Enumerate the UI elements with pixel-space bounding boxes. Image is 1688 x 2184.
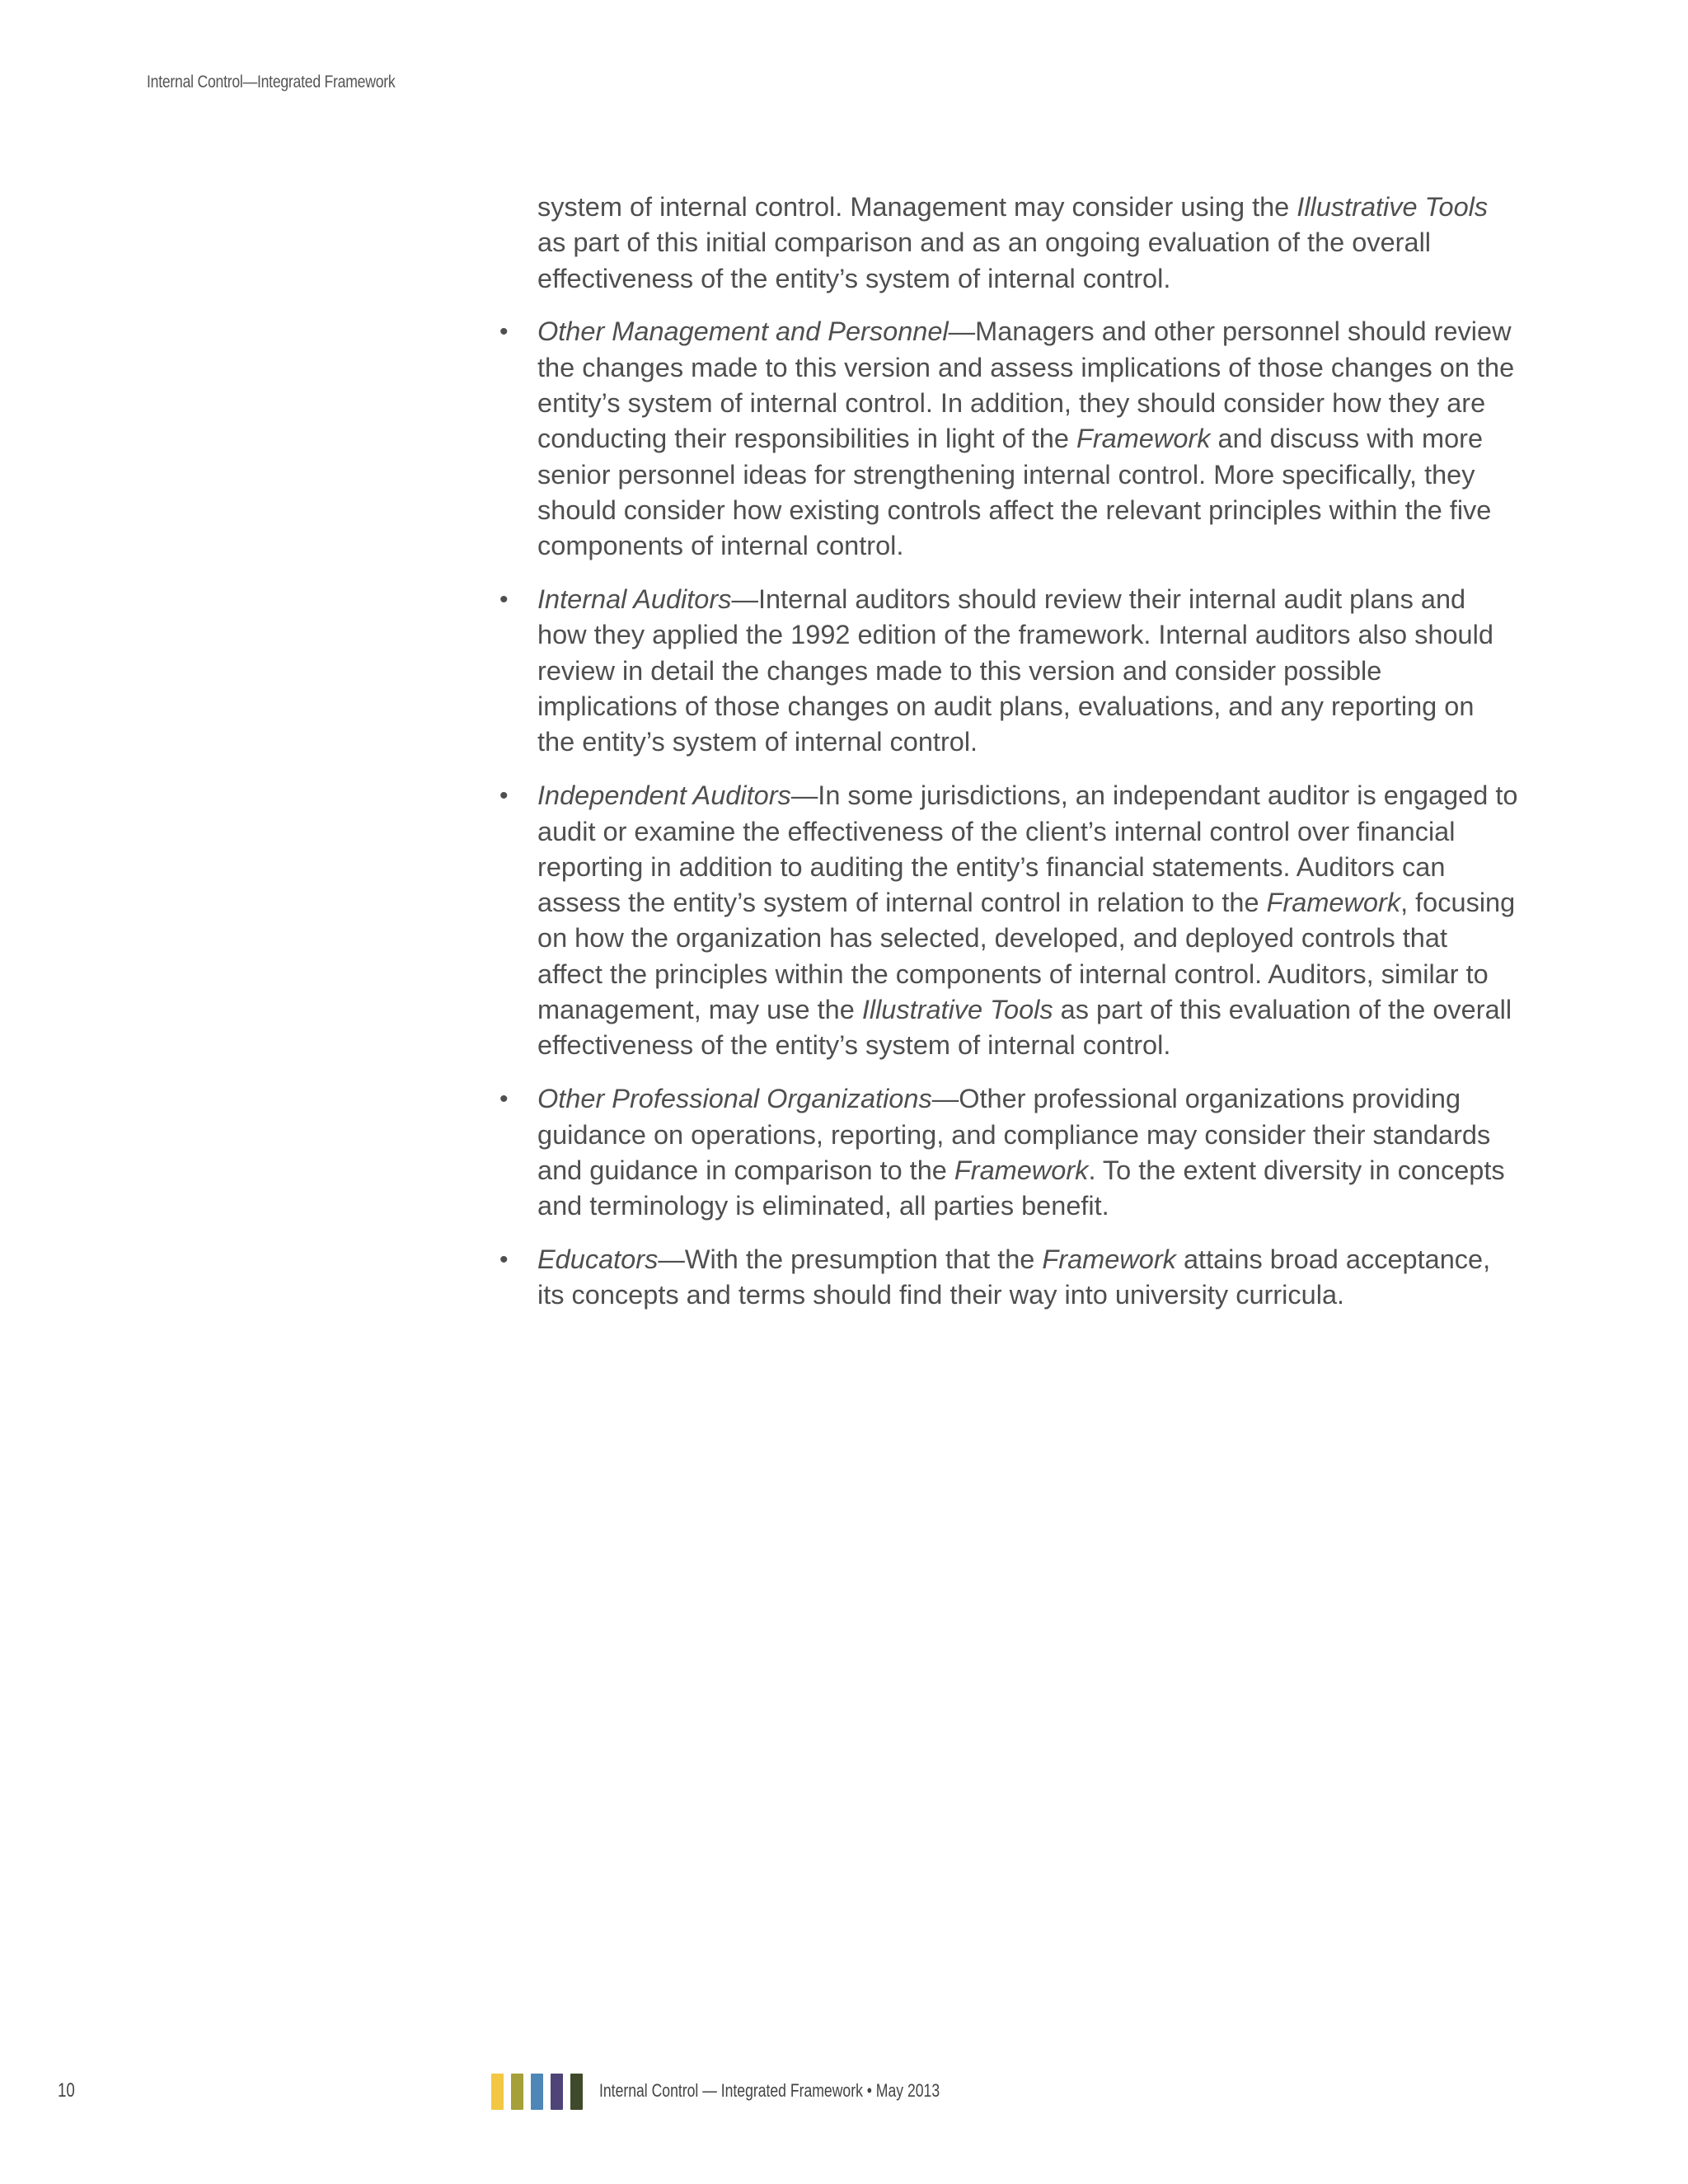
- bullet-term: Independent Auditors: [537, 780, 791, 811]
- color-bar-dark-green: [570, 2074, 583, 2110]
- color-bar-blue: [531, 2074, 543, 2110]
- bullet-item-other-management: • Other Management and Personnel—Managers and other personnel should review the changes made to this version and assess implications of those changes on the entity’s system of internal control. In addition, they should consider how they are conducting their responsibilities in light of the Framework and discuss with more senior personnel ideas for strengthening internal control. More specifically, they should consider how existing controls affect the relevant principles within the five components of internal control.: [537, 314, 1518, 564]
- bullet-term: Other Professional Organizations: [537, 1084, 932, 1114]
- bullet-icon: •: [499, 1085, 509, 1113]
- bullet-icon: •: [499, 586, 509, 614]
- bullet-item-internal-auditors: • Internal Auditors—Internal auditors should review their internal audit plans and how they applied the 1992 edition of the framework. Internal auditors also should review in detail the changes made to this version and consider possible implications of those changes on audit plans, evaluations, and any reporting on the entity’s system of internal control.: [537, 582, 1518, 760]
- color-bar-yellow: [491, 2074, 504, 2110]
- bullet-icon: •: [499, 318, 509, 346]
- bullet-term: Other Management and Personnel: [537, 316, 949, 347]
- running-header: Internal Control—Integrated Framework: [147, 73, 396, 91]
- continuation-paragraph: system of internal control. Management may consider using the Illustrative Tools as part of this initial comparison and as an ongoing evaluation of the overall effectiveness of the entity’s system of internal control.: [537, 192, 1489, 293]
- page-number: 10: [58, 2079, 75, 2102]
- bullet-term: Internal Auditors: [537, 584, 732, 615]
- bullet-term: Educators: [537, 1244, 659, 1274]
- color-bar-purple: [551, 2074, 563, 2110]
- bullet-item-educators: • Educators—With the presumption that the Framework attains broad acceptance, its concepts and terms should find their way into university curricula.: [537, 1242, 1518, 1314]
- bullet-item-other-professional-organizations: • Other Professional Organizations—Other professional organizations providing guidance on operations, reporting, and compliance may consider their standards and guidance in comparison to the Framework. To the extent diversity in concepts and terminology is eliminated, all parties benefit.: [537, 1081, 1518, 1224]
- bullet-icon: •: [499, 1245, 509, 1273]
- footer-text: Internal Control — Integrated Framework • May 2013: [599, 2080, 940, 2101]
- body-text: [499, 190, 1518, 1314]
- bullet-icon: •: [499, 782, 509, 810]
- color-bar-olive: [511, 2074, 523, 2110]
- bullet-item-independent-auditors: • Independent Auditors—In some jurisdictions, an independant auditor is engaged to audit or examine the effectiveness of the client’s internal control over financial reporting in addition to auditing the entity’s financial statements. Auditors can assess the entity’s system of internal control in relation to the Framework, focusing on how the organization has selected, developed, and deployed controls that affect the principles within the components of internal control. Auditors, similar to management, may use the Illustrative Tools as part of this evaluation of the overall effectiveness of the entity’s system of internal control.: [537, 778, 1518, 1063]
- footer-color-bars: [491, 2074, 583, 2110]
- audience-bullet-list: [499, 314, 1518, 1313]
